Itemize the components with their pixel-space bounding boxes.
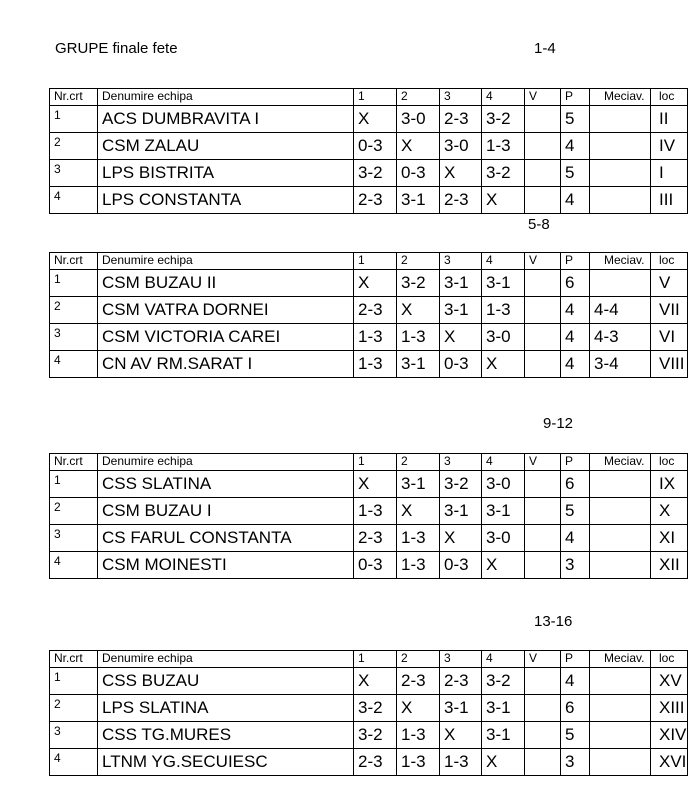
cell-result-4: 3-2 [482, 106, 525, 133]
cell-wins [525, 106, 561, 133]
page-title: GRUPE finale fete [55, 40, 178, 57]
cell-result-4: X [482, 187, 525, 214]
cell-result-2: 2-3 [397, 668, 440, 695]
cell-result-1: X [354, 471, 397, 498]
cell-points: 4 [561, 133, 590, 160]
cell-loc: IV [651, 133, 688, 160]
cell-wins [525, 351, 561, 378]
cell-meciav: 3-4 [590, 351, 651, 378]
table-row [50, 498, 688, 525]
cell-result-1: 1-3 [354, 498, 397, 525]
table-header-row [50, 454, 688, 471]
cell-nr-crt: 2 [50, 498, 98, 525]
cell-result-4: 3-0 [482, 324, 525, 351]
header-nr-crt: Nr.crt [50, 89, 98, 106]
cell-result-2: X [397, 297, 440, 324]
cell-loc: XVI [651, 749, 688, 776]
group-range-label: 1-4 [534, 40, 556, 57]
table-row [50, 160, 688, 187]
cell-result-3: 2-3 [440, 668, 482, 695]
cell-points: 5 [561, 160, 590, 187]
table-header-row [50, 651, 688, 668]
cell-meciav [590, 749, 651, 776]
group-range-label: 13-16 [534, 613, 573, 630]
table-row [50, 270, 688, 297]
cell-result-4: X [482, 749, 525, 776]
cell-result-2: X [397, 133, 440, 160]
cell-meciav: 4-3 [590, 324, 651, 351]
table-row [50, 749, 688, 776]
header-meciav: Meciav. [590, 651, 651, 668]
cell-meciav [590, 695, 651, 722]
cell-meciav [590, 160, 651, 187]
cell-result-2: 3-1 [397, 471, 440, 498]
cell-result-4: 1-3 [482, 133, 525, 160]
cell-result-1: X [354, 270, 397, 297]
cell-points: 3 [561, 552, 590, 579]
cell-wins [525, 668, 561, 695]
cell-wins [525, 498, 561, 525]
cell-meciav [590, 270, 651, 297]
cell-loc: XI [651, 525, 688, 552]
cell-result-2: 1-3 [397, 722, 440, 749]
cell-result-4: 3-1 [482, 498, 525, 525]
cell-nr-crt: 1 [50, 668, 98, 695]
cell-result-4: 3-2 [482, 160, 525, 187]
cell-points: 3 [561, 749, 590, 776]
table-row [50, 133, 688, 160]
header-result-4: 4 [482, 253, 525, 270]
header-result-1: 1 [354, 454, 397, 471]
header-loc: loc [651, 454, 688, 471]
cell-result-3: 2-3 [440, 106, 482, 133]
header-result-2: 2 [397, 253, 440, 270]
header-loc: loc [651, 651, 688, 668]
cell-result-3: 3-0 [440, 133, 482, 160]
cell-result-3: 3-1 [440, 695, 482, 722]
cell-result-2: 3-0 [397, 106, 440, 133]
cell-meciav [590, 133, 651, 160]
cell-team-name: CSM VICTORIA CAREI [98, 324, 354, 351]
cell-loc: II [651, 106, 688, 133]
cell-meciav: 4-4 [590, 297, 651, 324]
cell-loc: X [651, 498, 688, 525]
header-result-2: 2 [397, 89, 440, 106]
cell-points: 4 [561, 297, 590, 324]
header-result-3: 3 [440, 651, 482, 668]
cell-team-name: LTNM YG.SECUIESC [98, 749, 354, 776]
cell-points: 5 [561, 498, 590, 525]
cell-team-name: CSM BUZAU I [98, 498, 354, 525]
cell-result-2: X [397, 695, 440, 722]
cell-points: 6 [561, 270, 590, 297]
header-result-1: 1 [354, 651, 397, 668]
cell-result-2: 3-1 [397, 187, 440, 214]
cell-nr-crt: 3 [50, 160, 98, 187]
cell-nr-crt: 2 [50, 297, 98, 324]
header-result-4: 4 [482, 454, 525, 471]
cell-result-1: 2-3 [354, 297, 397, 324]
cell-result-4: 3-1 [482, 695, 525, 722]
cell-nr-crt: 4 [50, 552, 98, 579]
cell-nr-crt: 2 [50, 695, 98, 722]
cell-team-name: CSM ZALAU [98, 133, 354, 160]
cell-meciav [590, 552, 651, 579]
header-meciav: Meciav. [590, 89, 651, 106]
cell-result-1: X [354, 668, 397, 695]
cell-wins [525, 160, 561, 187]
cell-result-3: 3-1 [440, 498, 482, 525]
cell-team-name: CSS BUZAU [98, 668, 354, 695]
table-row [50, 187, 688, 214]
header-wins: V [525, 454, 561, 471]
header-meciav: Meciav. [590, 253, 651, 270]
cell-meciav [590, 498, 651, 525]
cell-meciav [590, 722, 651, 749]
cell-wins [525, 297, 561, 324]
cell-nr-crt: 2 [50, 133, 98, 160]
cell-points: 4 [561, 668, 590, 695]
cell-wins [525, 525, 561, 552]
header-result-1: 1 [354, 89, 397, 106]
cell-points: 4 [561, 525, 590, 552]
cell-points: 4 [561, 187, 590, 214]
cell-wins [525, 552, 561, 579]
cell-team-name: CSM MOINESTI [98, 552, 354, 579]
group-range-label: 5-8 [528, 216, 550, 233]
cell-result-4: 3-2 [482, 668, 525, 695]
header-result-2: 2 [397, 454, 440, 471]
cell-result-3: 2-3 [440, 187, 482, 214]
cell-points: 6 [561, 471, 590, 498]
cell-team-name: CS FARUL CONSTANTA [98, 525, 354, 552]
header-result-1: 1 [354, 253, 397, 270]
cell-nr-crt: 4 [50, 187, 98, 214]
cell-result-3: X [440, 722, 482, 749]
cell-result-2: 1-3 [397, 324, 440, 351]
cell-loc: V [651, 270, 688, 297]
cell-team-name: LPS SLATINA [98, 695, 354, 722]
cell-loc: XIV [651, 722, 688, 749]
cell-result-3: X [440, 160, 482, 187]
header-points: P [561, 651, 590, 668]
cell-team-name: LPS CONSTANTA [98, 187, 354, 214]
cell-result-3: 0-3 [440, 552, 482, 579]
cell-loc: I [651, 160, 688, 187]
cell-team-name: CSS SLATINA [98, 471, 354, 498]
table-row [50, 351, 688, 378]
cell-wins [525, 270, 561, 297]
header-wins: V [525, 253, 561, 270]
header-result-2: 2 [397, 651, 440, 668]
header-nr-crt: Nr.crt [50, 651, 98, 668]
cell-loc: XII [651, 552, 688, 579]
header-result-3: 3 [440, 253, 482, 270]
cell-loc: VIII [651, 351, 688, 378]
header-team-name: Denumire echipa [98, 89, 354, 106]
table-row [50, 324, 688, 351]
cell-loc: VII [651, 297, 688, 324]
cell-result-2: 1-3 [397, 552, 440, 579]
cell-team-name: CSM BUZAU II [98, 270, 354, 297]
group-table [49, 252, 688, 378]
cell-loc: III [651, 187, 688, 214]
cell-nr-crt: 3 [50, 525, 98, 552]
cell-wins [525, 324, 561, 351]
cell-result-4: 3-1 [482, 270, 525, 297]
header-meciav: Meciav. [590, 454, 651, 471]
header-nr-crt: Nr.crt [50, 454, 98, 471]
header-nr-crt: Nr.crt [50, 253, 98, 270]
header-result-4: 4 [482, 89, 525, 106]
group-table [49, 650, 688, 776]
cell-result-2: X [397, 498, 440, 525]
cell-team-name: LPS BISTRITA [98, 160, 354, 187]
table-row [50, 668, 688, 695]
cell-nr-crt: 1 [50, 471, 98, 498]
group-table [49, 88, 688, 214]
cell-result-3: 0-3 [440, 351, 482, 378]
cell-team-name: CN AV RM.SARAT I [98, 351, 354, 378]
table-row [50, 695, 688, 722]
header-loc: loc [651, 253, 688, 270]
cell-result-2: 0-3 [397, 160, 440, 187]
cell-team-name: CSM VATRA DORNEI [98, 297, 354, 324]
cell-result-1: 0-3 [354, 133, 397, 160]
cell-wins [525, 722, 561, 749]
cell-team-name: ACS DUMBRAVITA I [98, 106, 354, 133]
header-team-name: Denumire echipa [98, 651, 354, 668]
cell-result-3: 3-1 [440, 297, 482, 324]
cell-wins [525, 695, 561, 722]
cell-meciav [590, 668, 651, 695]
cell-loc: XIII [651, 695, 688, 722]
cell-result-1: 2-3 [354, 187, 397, 214]
cell-result-1: 3-2 [354, 695, 397, 722]
cell-result-3: 1-3 [440, 749, 482, 776]
cell-meciav [590, 106, 651, 133]
table-row [50, 471, 688, 498]
cell-nr-crt: 3 [50, 722, 98, 749]
table-header-row [50, 253, 688, 270]
cell-result-1: 1-3 [354, 351, 397, 378]
cell-meciav [590, 471, 651, 498]
cell-result-3: 3-1 [440, 270, 482, 297]
group-range-label: 9-12 [543, 415, 574, 432]
cell-wins [525, 749, 561, 776]
header-team-name: Denumire echipa [98, 253, 354, 270]
cell-loc: IX [651, 471, 688, 498]
header-team-name: Denumire echipa [98, 454, 354, 471]
cell-result-1: 2-3 [354, 525, 397, 552]
header-result-4: 4 [482, 651, 525, 668]
cell-nr-crt: 3 [50, 324, 98, 351]
cell-nr-crt: 4 [50, 351, 98, 378]
cell-result-3: 3-2 [440, 471, 482, 498]
cell-result-1: 1-3 [354, 324, 397, 351]
cell-result-4: X [482, 552, 525, 579]
cell-result-4: 1-3 [482, 297, 525, 324]
cell-result-4: 3-0 [482, 471, 525, 498]
header-result-3: 3 [440, 454, 482, 471]
cell-loc: VI [651, 324, 688, 351]
cell-nr-crt: 1 [50, 270, 98, 297]
cell-result-2: 3-2 [397, 270, 440, 297]
cell-result-2: 3-1 [397, 351, 440, 378]
cell-points: 5 [561, 722, 590, 749]
header-points: P [561, 253, 590, 270]
cell-result-2: 1-3 [397, 749, 440, 776]
header-result-3: 3 [440, 89, 482, 106]
cell-result-1: 3-2 [354, 722, 397, 749]
cell-points: 6 [561, 695, 590, 722]
table-row [50, 297, 688, 324]
header-points: P [561, 454, 590, 471]
header-loc: loc [651, 89, 688, 106]
cell-meciav [590, 525, 651, 552]
cell-points: 5 [561, 106, 590, 133]
cell-result-1: 3-2 [354, 160, 397, 187]
cell-result-3: X [440, 324, 482, 351]
cell-points: 4 [561, 324, 590, 351]
table-header-row [50, 89, 688, 106]
cell-nr-crt: 1 [50, 106, 98, 133]
cell-result-4: 3-0 [482, 525, 525, 552]
cell-result-4: 3-1 [482, 722, 525, 749]
table-row [50, 722, 688, 749]
cell-result-3: X [440, 525, 482, 552]
cell-result-1: 2-3 [354, 749, 397, 776]
cell-wins [525, 471, 561, 498]
table-row [50, 106, 688, 133]
header-wins: V [525, 651, 561, 668]
cell-result-4: X [482, 351, 525, 378]
cell-nr-crt: 4 [50, 749, 98, 776]
table-row [50, 525, 688, 552]
table-row [50, 552, 688, 579]
cell-result-2: 1-3 [397, 525, 440, 552]
cell-meciav [590, 187, 651, 214]
header-points: P [561, 89, 590, 106]
cell-result-1: 0-3 [354, 552, 397, 579]
cell-team-name: CSS TG.MURES [98, 722, 354, 749]
cell-result-1: X [354, 106, 397, 133]
header-wins: V [525, 89, 561, 106]
cell-loc: XV [651, 668, 688, 695]
group-table [49, 453, 688, 579]
cell-wins [525, 133, 561, 160]
cell-wins [525, 187, 561, 214]
cell-points: 4 [561, 351, 590, 378]
